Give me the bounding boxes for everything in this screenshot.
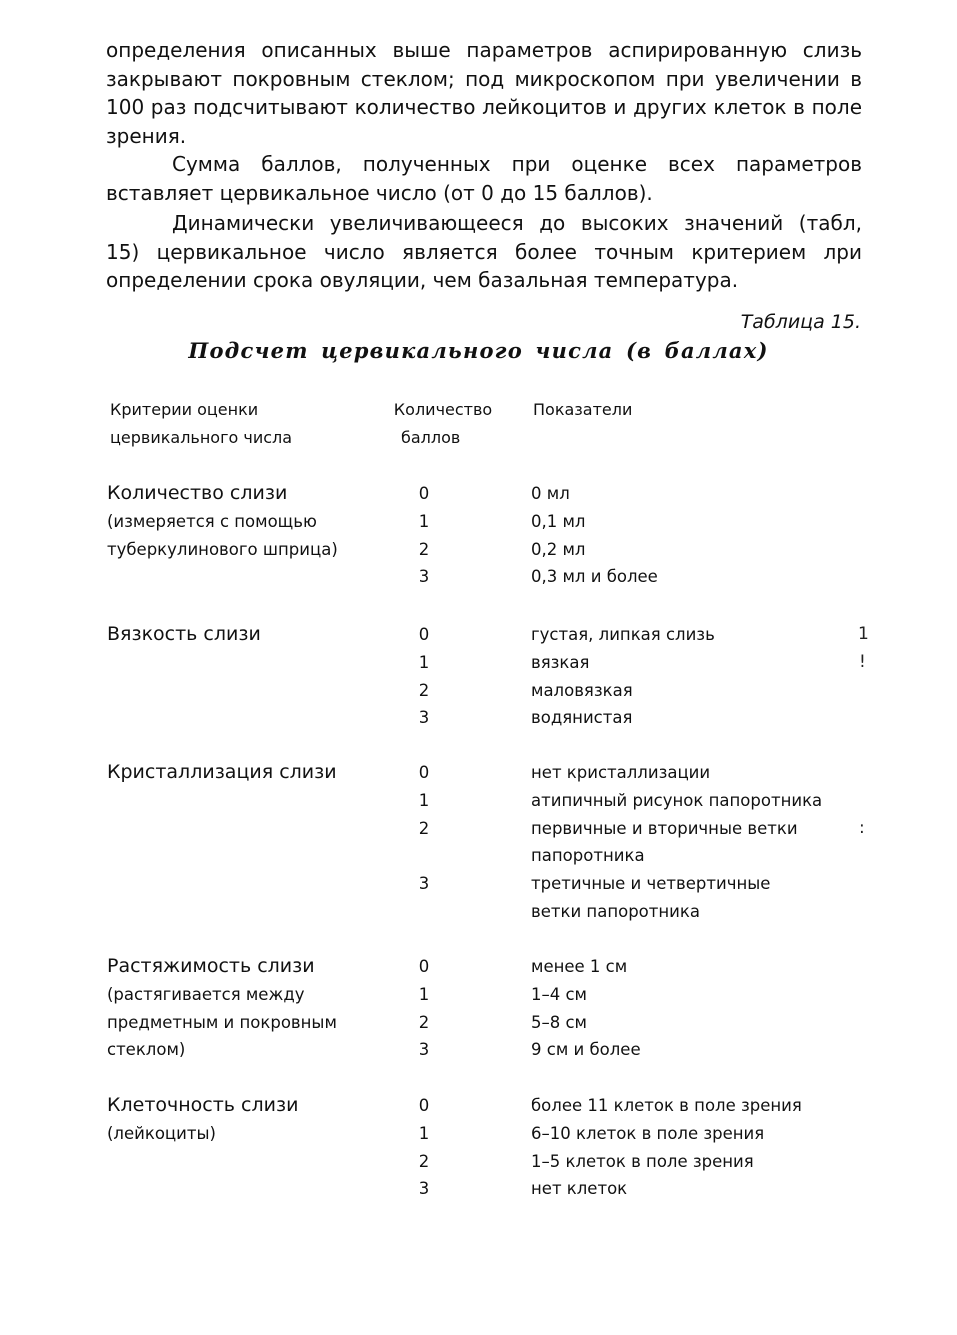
header-criteria-line: цервикального числа: [110, 428, 293, 447]
score-value: 1: [418, 1123, 430, 1143]
score-value: 2: [418, 539, 430, 559]
criteria-note: (лейкоциты): [107, 1123, 216, 1143]
indicator-text: 1–5 клеток в поле зрения: [531, 1151, 754, 1171]
score-value: 2: [418, 680, 430, 700]
criteria-name: Растяжимость слизи: [107, 955, 315, 977]
indicator-text: 1–4 см: [531, 984, 588, 1004]
table-title: Подсчет цервикального числа (в баллах): [188, 338, 769, 363]
criteria-note: стеклом): [107, 1040, 186, 1060]
criteria-note: предметным и покровным: [107, 1012, 337, 1032]
indicator-text: 0,2 мл: [531, 539, 586, 559]
paragraph-line: вставляет цервикальное число (от 0 до 15 баллов).: [106, 180, 653, 205]
header-indicators: [533, 396, 632, 424]
header-score-line: Количество: [393, 400, 493, 419]
indicator-text: густая, липкая слизь: [531, 625, 715, 644]
paragraph-line-indented: [106, 150, 862, 179]
paragraph-2: [106, 150, 862, 207]
paragraph-1: [106, 36, 862, 151]
paragraph-line: Сумма баллов, полученных при оценке всех параметров: [172, 152, 862, 176]
score-value: 1: [418, 984, 430, 1004]
paragraph-line: Динамически увеличивающееся до высоких значений (табл,: [172, 211, 862, 235]
header-criteria: [110, 396, 292, 452]
criteria-note: туберкулинового шприца): [107, 539, 338, 559]
paragraph-line: определении срока овуляции, чем базальная температура.: [106, 268, 739, 293]
header-score: [392, 396, 494, 452]
indicator-text: первичные и вторичные ветки: [531, 818, 798, 838]
indicator-text: 9 см и более: [531, 1040, 641, 1060]
paragraph-line: 100 раз подсчитывают количество лейкоцитов и других клеток в поле: [106, 95, 862, 120]
table-label: Таблица 15.: [740, 311, 861, 333]
header-criteria-line: Критерии оценки: [110, 400, 259, 419]
indicator-text: менее 1 см: [531, 957, 628, 976]
margin-mark: :: [859, 818, 865, 838]
score-value: 3: [418, 567, 430, 587]
indicator-text: 0,1 мл: [531, 511, 586, 531]
score-value: 0: [418, 625, 430, 644]
score-value: 1: [418, 652, 430, 672]
indicator-text: 0,3 мл и более: [531, 567, 658, 587]
header-score-line: баллов: [401, 428, 461, 447]
indicator-text: маловязкая: [531, 680, 633, 700]
indicator-text: атипичный рисунок папоротника: [531, 790, 823, 810]
score-value: 3: [418, 708, 430, 728]
indicator-text: нет клеток: [531, 1179, 628, 1199]
score-value: 0: [418, 1096, 430, 1115]
indicator-text: 0 мл: [531, 484, 570, 503]
margin-mark: !: [859, 652, 866, 672]
score-value: 3: [418, 1179, 430, 1199]
indicator-text: третичные и четвертичные: [531, 874, 771, 894]
paragraph-line-indented: [106, 209, 862, 238]
score-value: 2: [418, 1012, 430, 1032]
criteria-name: Кристаллизация слизи: [107, 761, 337, 783]
criteria-note: (измеряется с помощью: [107, 511, 317, 531]
indicator-text: 5–8 см: [531, 1012, 588, 1032]
score-value: 3: [418, 874, 430, 894]
criteria-name: Вязкость слизи: [107, 623, 261, 645]
indicator-text: более 11 клеток в поле зрения: [531, 1096, 802, 1115]
indicator-text: вязкая: [531, 652, 590, 672]
criteria-name: Количество слизи: [107, 482, 288, 504]
score-value: 3: [418, 1040, 430, 1060]
score-value: 0: [418, 957, 430, 976]
indicator-text: 6–10 клеток в поле зрения: [531, 1123, 765, 1143]
header-indicators-line: Показатели: [533, 400, 633, 419]
indicator-text: нет кристаллизации: [531, 763, 711, 782]
margin-mark: 1: [858, 624, 869, 644]
score-value: 2: [418, 1151, 430, 1171]
paragraph-line: 15) цервикальное число является более точным критерием лри: [106, 239, 862, 264]
indicator-text: водянистая: [531, 708, 633, 728]
indicator-text: папоротника: [531, 846, 645, 866]
paragraph-3: [106, 209, 862, 295]
score-value: 1: [418, 511, 430, 531]
criteria-name: Клеточность слизи: [107, 1094, 299, 1116]
paragraph-line: определения описанных выше параметров аспирированную слизь: [106, 38, 862, 62]
paragraph-line: зрения.: [106, 124, 187, 149]
score-value: 2: [418, 818, 430, 838]
indicator-text: ветки папоротника: [531, 902, 700, 921]
score-value: 0: [418, 484, 430, 503]
paragraph-line: закрывают покровным стеклом; под микроскопом при увеличении в: [106, 66, 862, 91]
score-value: 1: [418, 790, 430, 810]
score-value: 0: [418, 763, 430, 782]
criteria-note: (растягивается между: [107, 984, 305, 1004]
